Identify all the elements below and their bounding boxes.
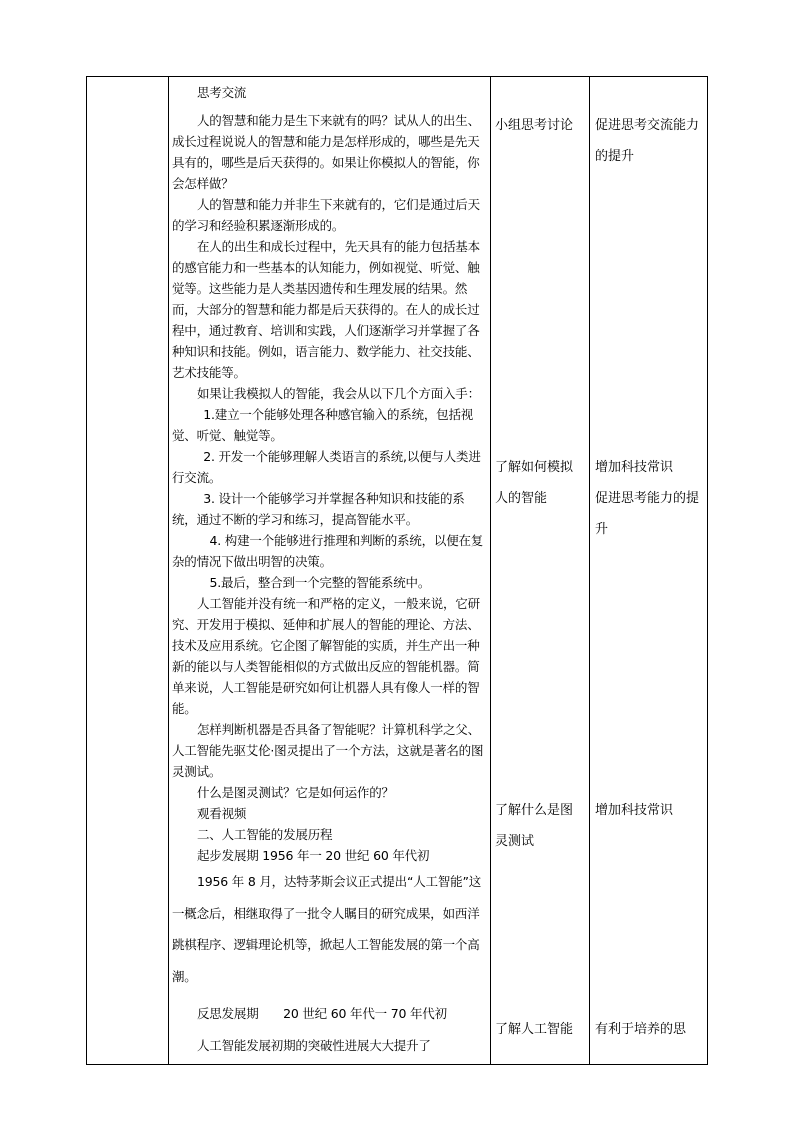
- column-divider: [589, 77, 590, 1064]
- activity-cell: 小组思考讨论: [495, 118, 574, 133]
- purpose-column: [595, 77, 705, 1064]
- video-label: 观看视频: [197, 806, 247, 821]
- column-divider: [490, 77, 491, 1064]
- lesson-table: [86, 76, 708, 1065]
- answer-paragraph: 如果让我模拟人的智能，我会从以下几个方面入手：: [197, 386, 480, 401]
- activity-cell: 了解人工智能: [495, 1022, 574, 1037]
- section-title: 二、人工智能的发展历程: [197, 827, 333, 842]
- step-item: 1.建立一个能够处理各种感官输入的系统，包括视觉、听觉、触觉等。: [172, 407, 474, 443]
- question-paragraph: 人的智慧和能力是生下来就有的吗？试从人的出生、成长过程说说人的智慧和能力是怎样形成的，哪些是先天具有的，哪些是后天获得的。如果让你模拟人的智能，你会怎样做？: [172, 113, 480, 191]
- period-paragraph: 1956 年 8 月，达特茅斯会议正式提出“人工智能”这一概念后，相继取得了一批令人瞩目的研究成果，如西洋跳棋程序、逻辑理论机等，掀起人工智能发展的第一个高潮。: [172, 874, 482, 984]
- step-item: 5.最后，整合到一个完整的智能系统中。: [209, 575, 431, 590]
- section-heading: 思考交流: [197, 85, 247, 100]
- activity-cell: 了解如何模拟人的智能: [495, 460, 574, 506]
- answer-paragraph: 在人的出生和成长过程中，先天具有的能力包括基本的感官能力和一些基本的认知能力，例如视觉、听觉、触觉等。这些能力是人类基因遗传和生理发展的结果。然而，大部分的智慧和能力都是后天获得的。在人的成长过程中，通过教育、培训和实践，人们逐渐学习并掌握了各种知识和技能。例如，语言能力、数学能力、社交技能、艺术技能等。: [172, 239, 480, 380]
- turing-question: 什么是图灵测试？它是如何运作的？: [197, 785, 394, 800]
- purpose-cell: 有利于培养的思: [595, 1022, 687, 1037]
- teaching-content-cell: [168, 77, 488, 1064]
- definition-paragraph: 人工智能并没有统一和严格的定义，一般来说，它研究、开发用于模拟、延伸和扩展人的智能的理论、方法、技术及应用系统。它企图了解智能的实质，并生产出一种新的能以与人类智能相似的方式做出反应的智能机器。简单来说，人工智能是研究如何让机器人具有像人一样的智能。: [172, 596, 480, 716]
- period-paragraph: 人工智能发展初期的突破性进展大大提升了: [197, 1037, 431, 1053]
- activity-column: [495, 77, 583, 1064]
- period-title: 反思发展期 20 世纪 60 年代一 70 年代初: [197, 1006, 447, 1021]
- purpose-cell: 增加科技常识 促进思考能力的提升: [595, 460, 700, 537]
- turing-paragraph: 怎样判断机器是否具备了智能呢？计算机科学之父、人工智能先驱艾伦·图灵提出了一个方法，这就是著名的图灵测试。: [172, 722, 484, 779]
- step-item: 4. 构建一个能够进行推理和判断的系统，以便在复杂的情况下做出明智的决策。: [172, 533, 484, 569]
- period-title: 起步发展期 1956 年一 20 世纪 60 年代初: [197, 848, 430, 863]
- step-item: 3. 设计一个能够学习并掌握各种知识和技能的系统，通过不断的学习和练习，提高智能水平。: [172, 491, 465, 527]
- step-item: 2. 开发一个能够理解人类语言的系统,以便与人类进行交流。: [172, 449, 481, 485]
- activity-cell: 了解什么是图灵测试: [495, 803, 574, 849]
- purpose-cell: 增加科技常识: [595, 803, 674, 818]
- purpose-cell: 促进思考交流能力的提升: [595, 118, 700, 164]
- answer-paragraph: 人的智慧和能力并非生下来就有的，它们是通过后天的学习和经验积累逐渐形成的。: [172, 197, 480, 233]
